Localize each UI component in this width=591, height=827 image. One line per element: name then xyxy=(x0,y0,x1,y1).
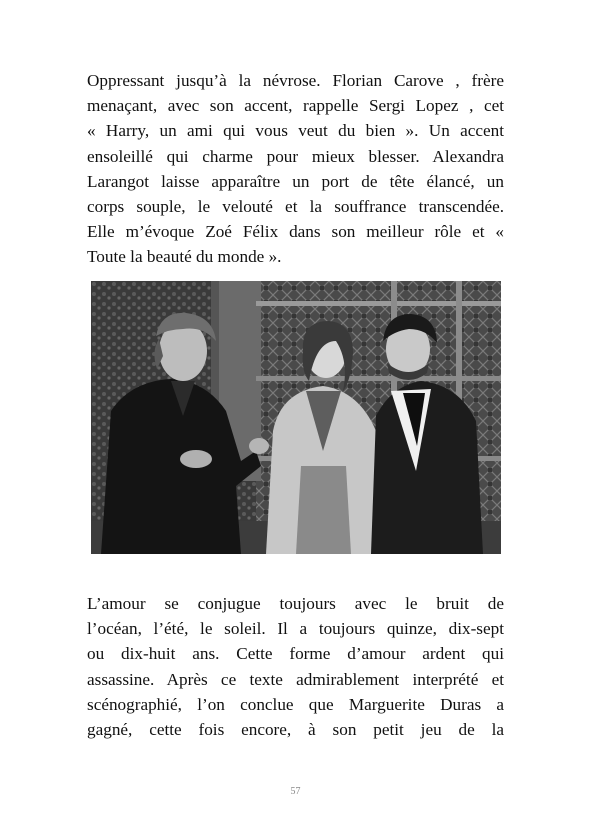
text-line: Elle m’évoque Zoé Félix dans son meilleur rôle et « xyxy=(87,222,504,242)
paragraph-bottom xyxy=(87,591,504,742)
page-number: 57 xyxy=(290,786,301,797)
text-line: scénographié, l’on conclue que Marguerite Duras a xyxy=(87,694,504,714)
text-line: ou dix-huit ans. Cette forme d’amour ardent qui xyxy=(87,644,504,664)
paragraph-top xyxy=(87,68,504,270)
photo-three-actors xyxy=(91,281,501,554)
text-line: gagné, cette fois encore, à son petit jeu de la xyxy=(87,720,504,740)
text-line: assassine. Après ce texte admirablement interprété et xyxy=(87,669,504,689)
text-line: L’amour se conjugue toujours avec le bruit de xyxy=(87,594,504,613)
text-line: menaçant, avec son accent, rappelle Sergi Lopez , cet xyxy=(87,96,504,116)
text-line: « Harry, un ami qui vous veut du bien ». Un accent xyxy=(87,121,504,141)
text-line: Oppressant jusqu’à la névrose. Florian Carove , frère xyxy=(87,71,504,90)
text-line: l’océan, l’été, le soleil. Il a toujours quinze, dix-sept xyxy=(87,619,504,639)
text-line: Toute la beauté du monde ». xyxy=(87,247,282,267)
text-line: Larangot laisse apparaître un port de tête élancé, un xyxy=(87,171,504,191)
text-line: ensoleillé qui charme pour mieux blesser. Alexandra xyxy=(87,146,504,166)
text-line: corps souple, le velouté et la souffrance transcendée. xyxy=(87,197,504,217)
